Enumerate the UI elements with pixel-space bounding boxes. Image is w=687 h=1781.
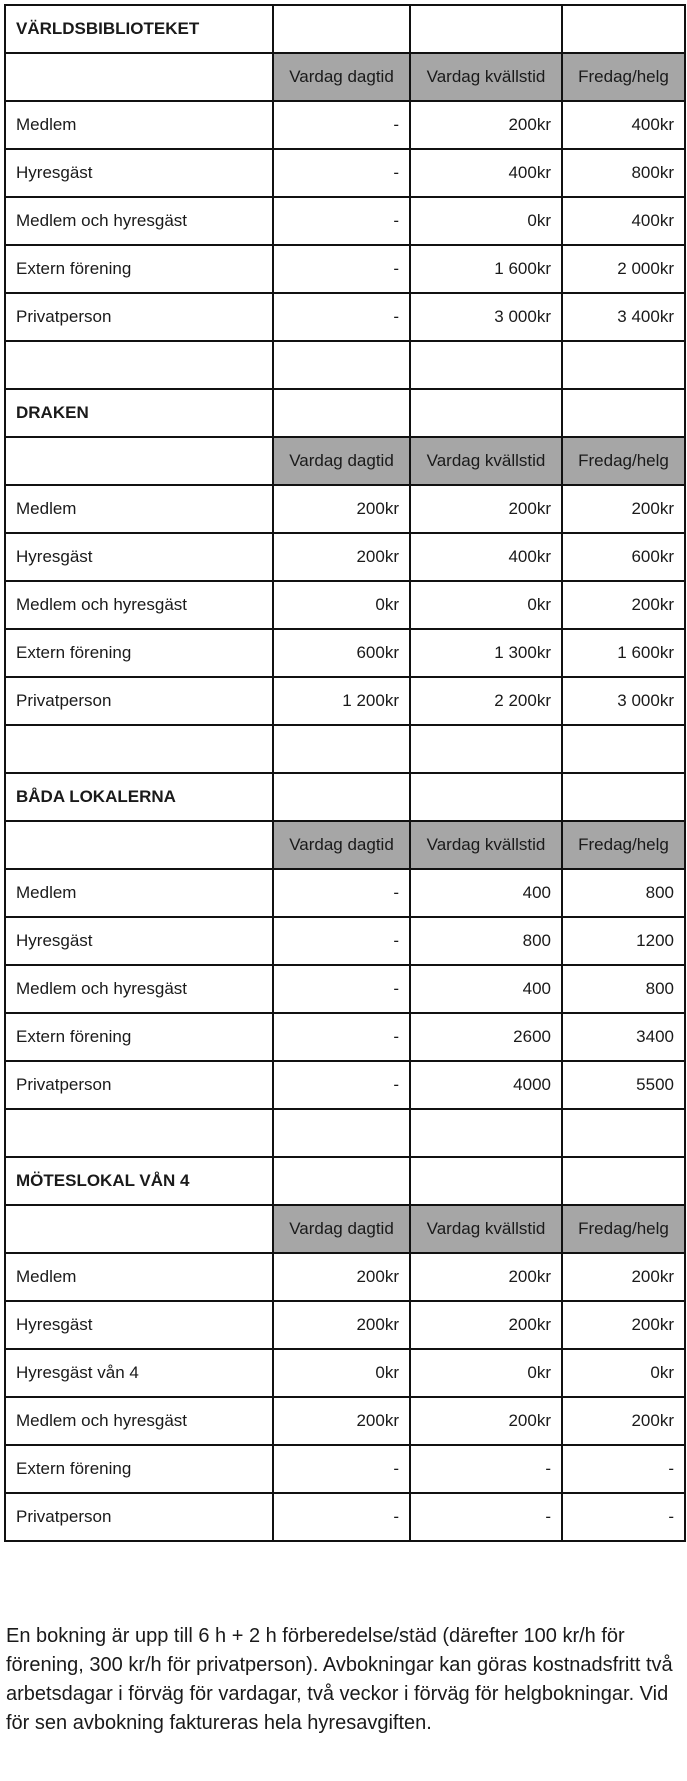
price-cell: - — [273, 1493, 410, 1541]
row-label: Medlem och hyresgäst — [5, 581, 273, 629]
price-cell: - — [273, 1013, 410, 1061]
empty-cell — [410, 389, 562, 437]
empty-cell — [410, 1157, 562, 1205]
price-cell: 0kr — [410, 197, 562, 245]
price-cell: 1 600kr — [562, 629, 685, 677]
price-cell: 400kr — [562, 197, 685, 245]
table-row — [5, 629, 685, 677]
row-label: Medlem — [5, 485, 273, 533]
price-table-body — [5, 5, 685, 1541]
empty-cell — [562, 725, 685, 773]
price-cell: 400 — [410, 869, 562, 917]
column-header: Vardag kvällstid — [410, 53, 562, 101]
empty-cell — [410, 1109, 562, 1157]
empty-cell — [5, 437, 273, 485]
price-cell: 200kr — [562, 1397, 685, 1445]
price-cell: - — [562, 1493, 685, 1541]
empty-cell — [5, 1109, 273, 1157]
row-label: Hyresgäst vån 4 — [5, 1349, 273, 1397]
price-cell: 200kr — [410, 1253, 562, 1301]
table-row — [5, 533, 685, 581]
price-cell: 800 — [562, 965, 685, 1013]
empty-cell — [5, 341, 273, 389]
price-cell: 600kr — [273, 629, 410, 677]
price-cell: 3400 — [562, 1013, 685, 1061]
booking-terms-footnote: En bokning är upp till 6 h + 2 h förberedelse/städ (därefter 100 kr/h för förening, 300 kr/h för privatperson). Avbokningar kan göras kostnadsfritt två arbetsdagar i förväg för vardagar, två veckor i förväg för helgbokningar. Vid för sen avbokning faktureras hela hyresavgiften. — [6, 1625, 673, 1734]
row-label: Hyresgäst — [5, 533, 273, 581]
spacer-row — [5, 341, 685, 389]
empty-cell — [562, 1109, 685, 1157]
price-cell: - — [273, 101, 410, 149]
empty-cell — [273, 1109, 410, 1157]
price-cell: - — [273, 149, 410, 197]
table-row — [5, 149, 685, 197]
price-cell: 0kr — [410, 581, 562, 629]
spacer-row — [5, 725, 685, 773]
empty-cell — [562, 389, 685, 437]
table-row — [5, 1013, 685, 1061]
row-label: Extern förening — [5, 245, 273, 293]
column-header: Fredag/helg — [562, 1205, 685, 1253]
price-cell: 0kr — [410, 1349, 562, 1397]
price-cell: 400 — [410, 965, 562, 1013]
price-cell: 400kr — [410, 149, 562, 197]
empty-cell — [5, 53, 273, 101]
empty-cell — [273, 1157, 410, 1205]
empty-cell — [410, 5, 562, 53]
column-header: Vardag dagtid — [273, 1205, 410, 1253]
price-cell: 800 — [562, 869, 685, 917]
price-cell: 2600 — [410, 1013, 562, 1061]
table-row — [5, 1445, 685, 1493]
price-cell: 1 600kr — [410, 245, 562, 293]
price-cell: 1 300kr — [410, 629, 562, 677]
row-label: Hyresgäst — [5, 917, 273, 965]
price-cell: 200kr — [410, 485, 562, 533]
table-row — [5, 1061, 685, 1109]
price-cell: 200kr — [273, 1397, 410, 1445]
section-title-row — [5, 1157, 685, 1205]
column-header-row — [5, 437, 685, 485]
empty-cell — [5, 725, 273, 773]
empty-cell — [410, 725, 562, 773]
table-row — [5, 1349, 685, 1397]
price-cell: 2 000kr — [562, 245, 685, 293]
row-label: Hyresgäst — [5, 149, 273, 197]
price-table — [4, 4, 686, 1542]
empty-cell — [410, 773, 562, 821]
section-title-row — [5, 5, 685, 53]
column-header-row — [5, 1205, 685, 1253]
row-label: Privatperson — [5, 293, 273, 341]
table-row — [5, 869, 685, 917]
table-row — [5, 1397, 685, 1445]
row-label: Privatperson — [5, 1061, 273, 1109]
section-title-row — [5, 773, 685, 821]
price-cell: 200kr — [410, 1301, 562, 1349]
price-cell: - — [273, 965, 410, 1013]
table-row — [5, 197, 685, 245]
price-cell: 800kr — [562, 149, 685, 197]
row-label: Extern förening — [5, 1013, 273, 1061]
table-row — [5, 245, 685, 293]
row-label: Medlem — [5, 869, 273, 917]
price-cell: - — [273, 869, 410, 917]
table-row — [5, 485, 685, 533]
price-cell: 200kr — [273, 1301, 410, 1349]
price-cell: - — [273, 917, 410, 965]
row-label: Medlem och hyresgäst — [5, 965, 273, 1013]
price-cell: 5500 — [562, 1061, 685, 1109]
section-title: MÖTESLOKAL VÅN 4 — [5, 1157, 273, 1205]
row-label: Extern förening — [5, 629, 273, 677]
price-cell: 200kr — [562, 581, 685, 629]
empty-cell — [273, 773, 410, 821]
price-cell: 400kr — [562, 101, 685, 149]
price-cell: 3 400kr — [562, 293, 685, 341]
price-cell: 200kr — [273, 485, 410, 533]
table-row — [5, 677, 685, 725]
price-cell: - — [273, 293, 410, 341]
column-header: Vardag dagtid — [273, 437, 410, 485]
price-cell: 3 000kr — [410, 293, 562, 341]
price-cell: 200kr — [410, 1397, 562, 1445]
price-cell: 200kr — [273, 533, 410, 581]
table-row — [5, 293, 685, 341]
price-cell: - — [273, 1061, 410, 1109]
row-label: Medlem och hyresgäst — [5, 1397, 273, 1445]
price-cell: 600kr — [562, 533, 685, 581]
spacer-row — [5, 1109, 685, 1157]
table-row — [5, 581, 685, 629]
empty-cell — [562, 773, 685, 821]
price-cell: 1 200kr — [273, 677, 410, 725]
section-title-row — [5, 389, 685, 437]
table-row — [5, 1253, 685, 1301]
price-cell: 200kr — [410, 101, 562, 149]
price-cell: - — [410, 1445, 562, 1493]
empty-cell — [562, 5, 685, 53]
price-cell: 0kr — [273, 1349, 410, 1397]
empty-cell — [562, 1157, 685, 1205]
column-header-row — [5, 53, 685, 101]
price-cell: 2 200kr — [410, 677, 562, 725]
empty-cell — [5, 1205, 273, 1253]
column-header: Vardag kvällstid — [410, 437, 562, 485]
price-cell: 200kr — [562, 485, 685, 533]
price-cell: 800 — [410, 917, 562, 965]
row-label: Hyresgäst — [5, 1301, 273, 1349]
row-label: Extern förening — [5, 1445, 273, 1493]
price-cell: 3 000kr — [562, 677, 685, 725]
row-label: Medlem — [5, 1253, 273, 1301]
row-label: Privatperson — [5, 1493, 273, 1541]
column-header: Fredag/helg — [562, 437, 685, 485]
price-cell: 200kr — [273, 1253, 410, 1301]
empty-cell — [5, 821, 273, 869]
column-header: Fredag/helg — [562, 53, 685, 101]
empty-cell — [562, 341, 685, 389]
row-label: Medlem — [5, 101, 273, 149]
empty-cell — [273, 725, 410, 773]
price-cell: - — [410, 1493, 562, 1541]
price-cell: 0kr — [562, 1349, 685, 1397]
price-cell: - — [562, 1445, 685, 1493]
price-cell: 200kr — [562, 1253, 685, 1301]
row-label: Medlem och hyresgäst — [5, 197, 273, 245]
section-title: BÅDA LOKALERNA — [5, 773, 273, 821]
empty-cell — [273, 389, 410, 437]
table-row — [5, 1493, 685, 1541]
column-header: Vardag dagtid — [273, 53, 410, 101]
table-row — [5, 101, 685, 149]
price-cell: 200kr — [562, 1301, 685, 1349]
empty-cell — [410, 341, 562, 389]
price-cell: - — [273, 245, 410, 293]
column-header: Fredag/helg — [562, 821, 685, 869]
empty-cell — [273, 5, 410, 53]
row-label: Privatperson — [5, 677, 273, 725]
table-row — [5, 965, 685, 1013]
column-header: Vardag kvällstid — [410, 1205, 562, 1253]
empty-cell — [273, 341, 410, 389]
column-header-row — [5, 821, 685, 869]
price-cell: 400kr — [410, 533, 562, 581]
section-title: VÄRLDSBIBLIOTEKET — [5, 5, 273, 53]
price-cell: - — [273, 1445, 410, 1493]
price-cell: - — [273, 197, 410, 245]
price-cell: 4000 — [410, 1061, 562, 1109]
section-title: DRAKEN — [5, 389, 273, 437]
column-header: Vardag dagtid — [273, 821, 410, 869]
price-cell: 0kr — [273, 581, 410, 629]
table-row — [5, 917, 685, 965]
table-row — [5, 1301, 685, 1349]
price-cell: 1200 — [562, 917, 685, 965]
column-header: Vardag kvällstid — [410, 821, 562, 869]
